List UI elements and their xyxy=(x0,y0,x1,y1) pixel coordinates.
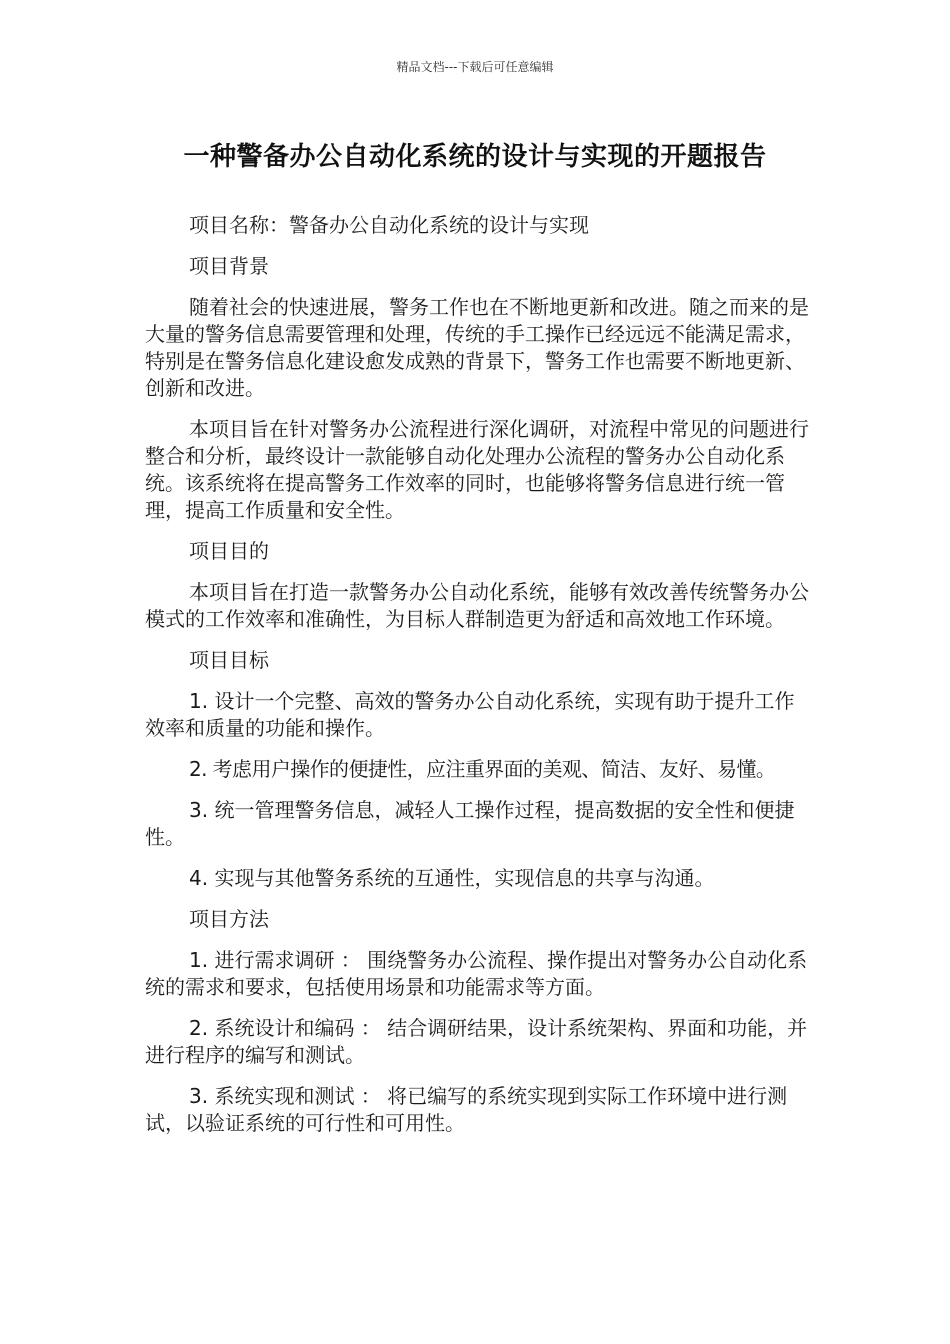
goal-item-2: 2. 考虑用户操作的便捷性，应注重界面的美观、简洁、友好、易懂。 xyxy=(189,757,776,781)
background-heading: 项目背景 xyxy=(189,254,269,278)
goal-item-4: 4. 实现与其他警务系统的互通性，实现信息的共享与沟通。 xyxy=(189,866,715,890)
purpose-paragraph: 本项目旨在打造一款警务办公自动化系统，能够有效改善传统警务办公模式的工作效率和准确性，为目标人群制造更为舒适和高效地工作环境。 xyxy=(145,580,809,631)
method-item-2: 2. 系统设计和编码 ： 结合调研结果，设计系统架构、界面和功能，并进行程序的编写和测试。 xyxy=(145,1016,808,1067)
document-body xyxy=(145,212,810,1151)
methods-heading: 项目方法 xyxy=(189,907,269,931)
goal-item-1: 1. 设计一个完整、高效的警务办公自动化系统，实现有助于提升工作效率和质量的功能和操作。 xyxy=(145,689,795,740)
purpose-heading: 项目目的 xyxy=(189,539,269,563)
goals-heading: 项目目标 xyxy=(189,648,269,672)
method-item-1: 1. 进行需求调研 ： 围绕警务办公流程、操作提出对警务办公自动化系统的需求和要求，包括使用场景和功能需求等方面。 xyxy=(145,948,808,999)
page-header: 精品文档---下载后可任意编辑 xyxy=(396,60,554,74)
document-title: 一种警备办公自动化系统的设计与实现的开题报告 xyxy=(183,142,767,172)
background-paragraph-1: 随着社会的快速进展，警务工作也在不断地更新和改进。随之而来的是大量的警务信息需要管理和处理，传统的手工操作已经远远不能满足需求，特别是在警务信息化建设愈发成熟的背景下，警务工作也需要不断地更新、创新和改进。 xyxy=(145,295,809,400)
background-paragraph-2: 本项目旨在针对警务办公流程进行深化调研，对流程中常见的问题进行整合和分析，最终设计一款能够自动化处理办公流程的警务办公自动化系统。该系统将在提高警务工作效率的同时，也能够将警务信息进行统一管理，提高工作质量和安全性。 xyxy=(145,417,809,522)
method-item-3: 3. 系统实现和测试 ： 将已编写的系统实现到实际工作环境中进行测试，以验证系统的可行性和可用性。 xyxy=(145,1084,788,1135)
goal-item-3: 3. 统一管理警务信息，减轻人工操作过程，提高数据的安全性和便捷性。 xyxy=(145,798,795,849)
project-name-line: 项目名称：警备办公自动化系统的设计与实现 xyxy=(189,213,589,237)
